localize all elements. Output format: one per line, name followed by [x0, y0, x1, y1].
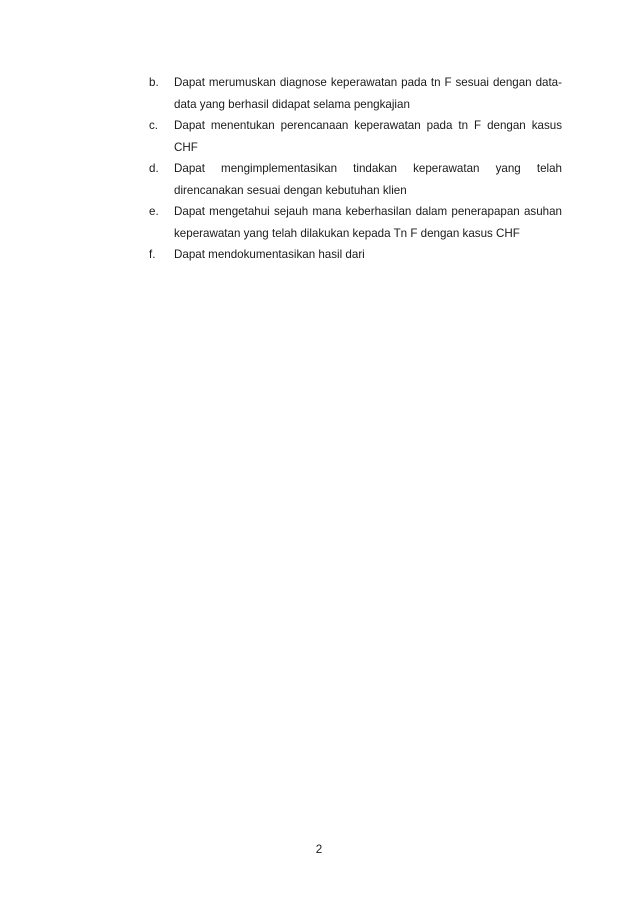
list-item-text: Dapat merumuskan diagnose keperawatan pada tn F sesuai dengan data-data yang berhasil didapat selama pengkajian: [174, 76, 562, 111]
list-item-f: [149, 244, 562, 266]
list-item-text: Dapat mengetahui sejauh mana keberhasilan dalam penerapapan asuhan keperawatan yang telah dilakukan kepada Tn F dengan kasus CHF: [174, 205, 562, 240]
page-number: 2: [315, 843, 323, 856]
list-item-text: Dapat mendokumentasikan hasil dari: [174, 248, 365, 261]
list-item-c: [149, 115, 562, 158]
list-marker: b.: [149, 76, 159, 89]
list-item-e: [149, 201, 562, 244]
list-marker: d.: [149, 162, 159, 175]
list-marker: f.: [149, 248, 156, 261]
list-marker: c.: [149, 119, 159, 132]
list-item-text: Dapat menentukan perencanaan keperawatan pada tn F dengan kasus CHF: [174, 119, 562, 154]
list-item-b: [149, 72, 562, 115]
list-item-text: Dapat mengimplementasikan tindakan keperawatan yang telah direncanakan sesuai dengan kebutuhan klien: [174, 162, 562, 197]
list-item-d: [149, 158, 562, 201]
list-marker: e.: [149, 205, 159, 218]
objectives-list: [149, 72, 562, 266]
